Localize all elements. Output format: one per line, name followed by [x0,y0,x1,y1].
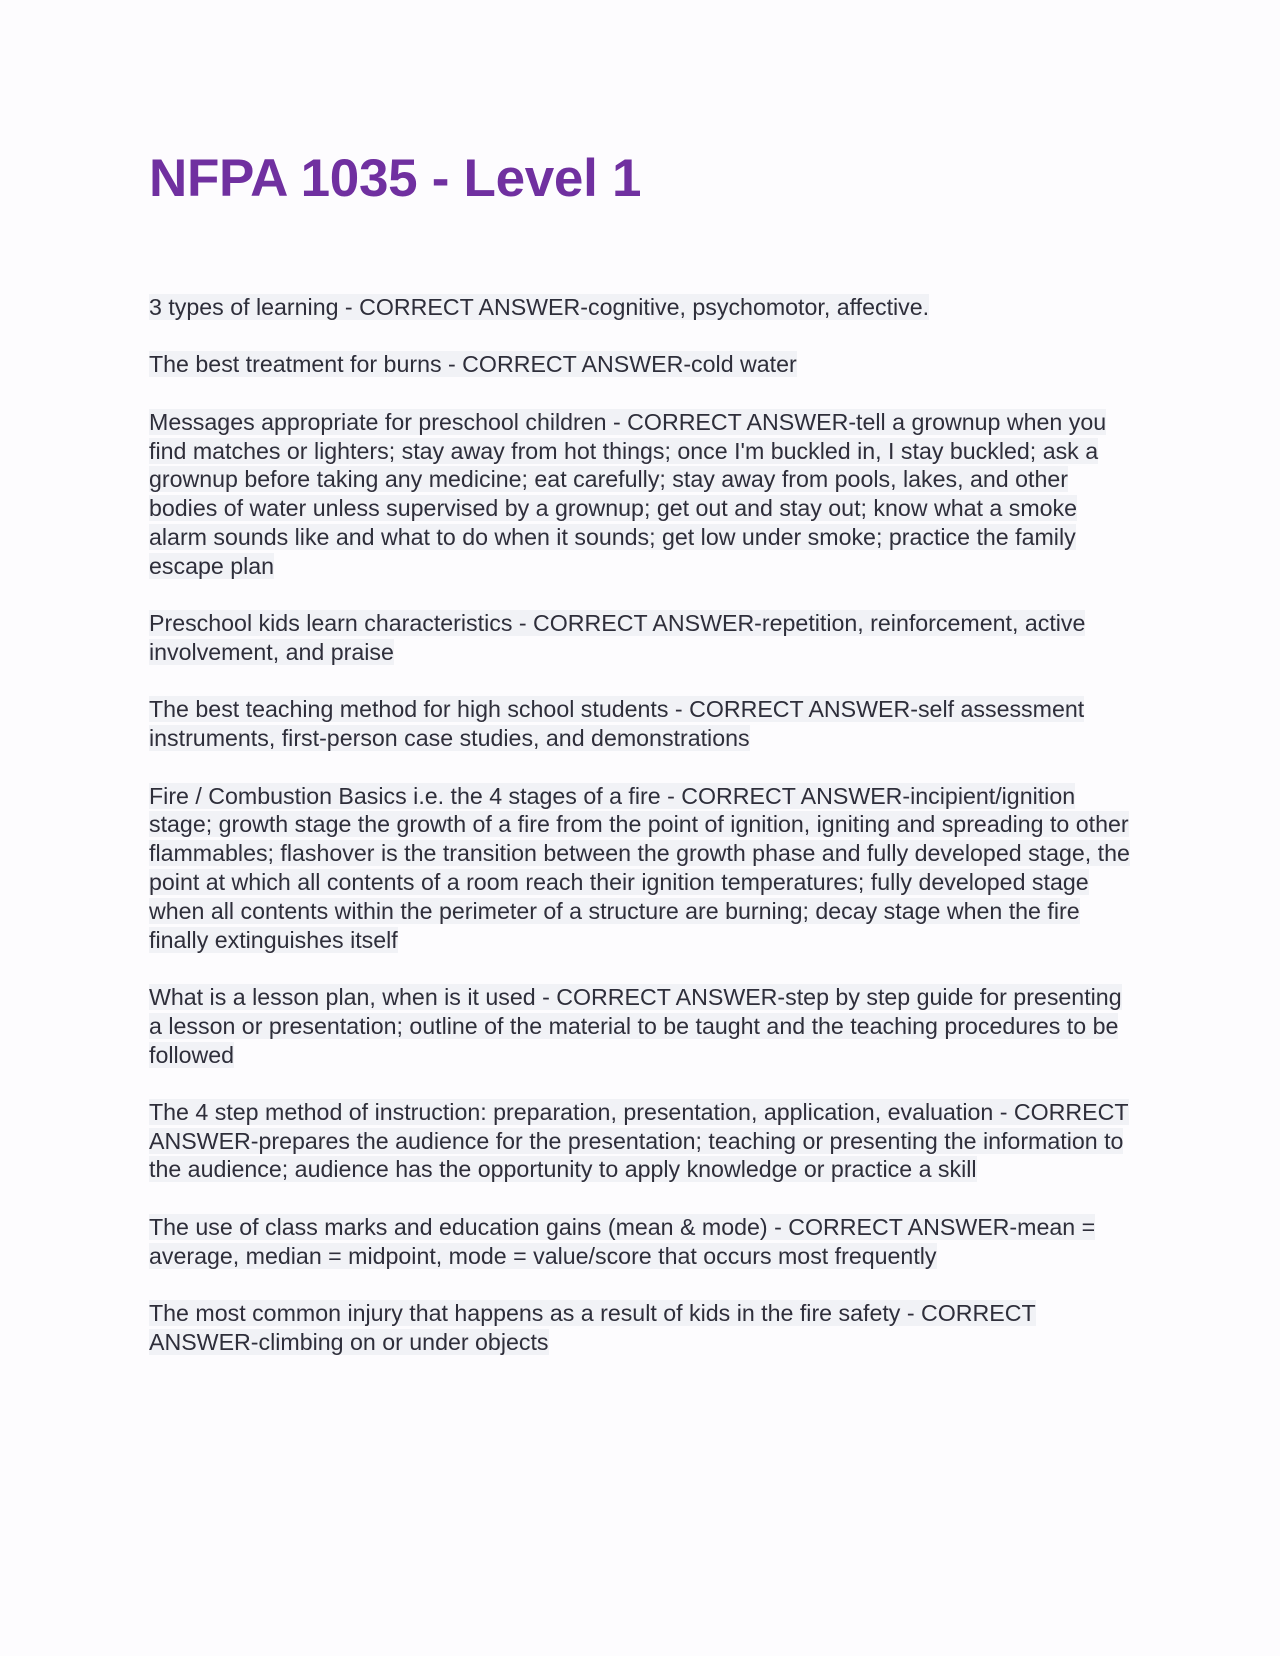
qa-entry-text: Fire / Combustion Basics i.e. the 4 stages of a fire - CORRECT ANSWER-incipient/ignition stage; growth stage the growth of a fire from the point of ignition, igniting and spreading to other flammables; flashover is the transition between the growth phase and fully developed stage, the point at which all contents of a room reach their ignition temperatures; fully developed stage when all contents within the perimeter of a structure are burning; decay stage when the fire finally extinguishes itself [149,782,1130,953]
qa-entry [149,609,1139,667]
qa-entry-text: What is a lesson plan, when is it used - CORRECT ANSWER-step by step guide for presenting a lesson or presentation; outline of the material to be taught and the teaching procedures to be followed [149,983,1122,1068]
qa-entry [149,1213,1139,1271]
qa-entry-text: The use of class marks and education gains (mean & mode) - CORRECT ANSWER-mean = average, median = midpoint, mode = value/score that occurs most frequently [149,1213,1096,1269]
qa-entry-text: Messages appropriate for preschool children - CORRECT ANSWER-tell a grownup when you find matches or lighters; stay away from hot things; once I'm buckled in, I stay buckled; ask a grownup before taking any medicine; eat carefully; stay away from pools, lakes, and other bodies of water unless supervised by a grownup; get out and stay out; know what a smoke alarm sounds like and what to do when it sounds; get low under smoke; practice the family escape plan [149,408,1107,579]
qa-entry-text: 3 types of learning - CORRECT ANSWER-cognitive, psychomotor, affective. [149,294,930,320]
qa-list [149,293,1139,1385]
qa-entry [149,408,1139,581]
page-title: NFPA 1035 - Level 1 [149,149,642,208]
qa-entry [149,1299,1139,1357]
qa-entry-text: The best treatment for burns - CORRECT ANSWER-cold water [149,351,797,378]
qa-entry [149,350,1139,379]
qa-entry [149,983,1139,1069]
qa-entry-text: The 4 step method of instruction: preparation, presentation, application, evaluation - CORRECT ANSWER-prepares the audience for the presentation; teaching or presenting the information to the audience; audience has the opportunity to apply knowledge or practice a skill [149,1098,1129,1183]
qa-entry [149,695,1139,753]
qa-entry-text: The best teaching method for high school students - CORRECT ANSWER-self assessment instruments, first-person case studies, and demonstrations [149,696,1085,752]
qa-entry [149,1098,1139,1184]
qa-entry [149,293,1139,322]
qa-entry-text: The most common injury that happens as a result of kids in the fire safety - CORRECT ANSWER-climbing on or under objects [149,1300,1036,1355]
qa-entry-text: Preschool kids learn characteristics - CORRECT ANSWER-repetition, reinforcement, active involvement, and praise [149,610,1086,665]
qa-entry [149,782,1139,955]
